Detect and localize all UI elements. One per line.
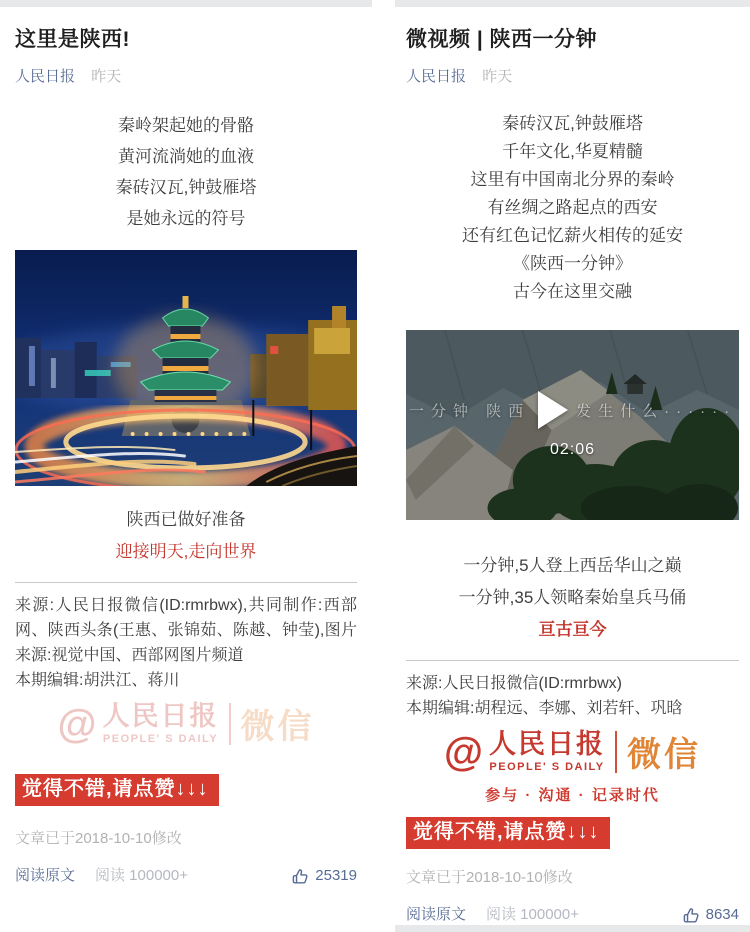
article-meta	[406, 68, 739, 86]
poem-line: 有丝绸之路起点的西安	[487, 198, 658, 217]
bottom-bar-remnant-right	[395, 925, 750, 932]
caption-highlight: 亘古亘今	[538, 620, 607, 639]
caption-line: 一分钟,35人领略秦始皇兵马俑	[458, 588, 687, 607]
read-original-link[interactable]: 阅读原文	[15, 867, 76, 884]
peoples-daily-logo	[406, 727, 739, 776]
footer-bar	[15, 865, 357, 887]
read-count: 阅读 100000+	[95, 867, 188, 884]
editors-text: 本期编辑:胡洪江、蒋川	[15, 672, 180, 689]
video-duration: 02:06	[549, 441, 596, 458]
editors-text: 本期编辑:胡程远、李娜、刘若轩、巩晗	[406, 700, 683, 717]
caption-block	[406, 550, 739, 646]
poem-line: 秦岭架起她的骨骼	[118, 116, 254, 135]
at-icon: @	[443, 729, 483, 774]
column-gap	[372, 0, 395, 932]
poem-line: 秦砖汉瓦,钟鼓雁塔	[502, 114, 643, 133]
logo-en-text: PEOPLE' S DAILY	[489, 760, 605, 773]
at-icon: @	[57, 701, 97, 746]
status-bar-remnant-right	[395, 0, 750, 7]
logo-en-text: PEOPLE' S DAILY	[102, 732, 219, 745]
logo-text-stack	[102, 700, 219, 745]
logo-wechat-text: 微信	[240, 708, 315, 746]
video-overlay-text-right: 发生什么······	[576, 402, 737, 420]
poem-line: 秦砖汉瓦,钟鼓雁塔	[115, 178, 257, 197]
like-button[interactable]	[291, 865, 357, 887]
poem-block	[406, 110, 739, 306]
poem-line: 《陕西一分钟》	[513, 254, 632, 273]
article-right	[395, 0, 750, 932]
page-title: 这里是陕西!	[15, 28, 130, 51]
status-bar-remnant-left	[0, 0, 372, 7]
like-prompt-banner: 觉得不错,请点赞↓↓↓	[15, 774, 219, 806]
video-thumbnail[interactable]	[406, 330, 739, 520]
thumbs-up-icon	[291, 867, 310, 886]
like-button[interactable]	[682, 904, 739, 926]
caption-block	[15, 504, 357, 568]
account-link[interactable]: 人民日报	[406, 68, 467, 85]
logo-wechat-text: 微信	[627, 736, 701, 774]
account-link[interactable]: 人民日报	[15, 68, 76, 85]
like-prompt-banner: 觉得不错,请点赞↓↓↓	[406, 817, 610, 849]
logo-text-stack	[489, 728, 605, 773]
poem-line: 黄河流淌她的血液	[118, 147, 254, 166]
read-original-link[interactable]: 阅读原文	[406, 906, 467, 923]
thumbs-up-icon	[682, 906, 701, 925]
caption-line: 陕西已做好准备	[126, 510, 246, 529]
source-text: 来源:人民日报微信(ID:rmrbwx)	[406, 675, 622, 692]
caption-line: 一分钟,5人登上西岳华山之巅	[463, 556, 682, 575]
section-divider	[15, 582, 357, 583]
caption-highlight: 迎接明天,走向世界	[115, 542, 257, 561]
modified-note: 文章已于2018-10-10修改	[15, 830, 182, 847]
logo-cn-text: 人民日报	[489, 728, 605, 759]
poem-line: 还有红色记忆薪火相传的延安	[462, 226, 683, 245]
post-date: 昨天	[91, 68, 122, 85]
logo-divider	[229, 703, 231, 745]
post-date: 昨天	[482, 68, 513, 85]
poem-line: 千年文化,华夏精髓	[502, 142, 643, 161]
section-divider	[406, 660, 739, 661]
footer-bar	[406, 904, 739, 926]
article-meta	[15, 68, 357, 86]
poem-line: 是她永远的符号	[126, 209, 246, 228]
poem-line: 古今在这里交融	[513, 282, 632, 301]
like-count: 25319	[315, 867, 357, 884]
source-text: 来源:人民日报微信(ID:rmrbwx),共同制作:西部网、陕西头条(王惠、张锦茹、陈越、钟莹),图片来源:视觉中国、西部网图片频道	[15, 597, 357, 664]
page-title: 微视频 | 陕西一分钟	[406, 28, 598, 51]
logo-cn-text: 人民日报	[102, 700, 219, 731]
modified-note: 文章已于2018-10-10修改	[406, 869, 573, 886]
poem-block	[15, 110, 357, 234]
logo-divider	[615, 731, 617, 773]
bell-tower-photo[interactable]	[15, 250, 357, 486]
article-left	[0, 0, 372, 932]
peoples-daily-logo-faded	[15, 699, 357, 748]
read-count: 阅读 100000+	[486, 906, 579, 923]
logo-tagline: 参与 · 沟通 · 记录时代	[485, 787, 660, 804]
like-count: 8634	[705, 906, 739, 923]
play-icon[interactable]	[538, 391, 568, 429]
video-overlay	[406, 330, 739, 520]
poem-line: 这里有中国南北分界的秦岭	[470, 170, 675, 189]
video-overlay-text-left: 一分钟 陕西	[408, 402, 531, 420]
